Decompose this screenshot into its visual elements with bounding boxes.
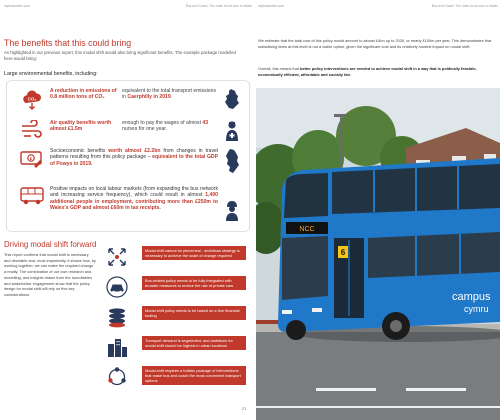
money-icon [20,148,44,170]
intro-paragraph: As highlighted in our previous report, this modal shift would also bring significant benefits. The example package modelled here would bring: [4,50,236,62]
strategy-text-holistic: Modal shift requires a holistic package of interventions that make bus and coach the most convenient transport options [142,366,246,385]
section-title: The benefits that this could bring [4,38,132,48]
bus-route-number: 6 [340,248,346,257]
benefit-desc-air-quality: enough to pay the wages of almost 43 nurses for one year. [122,120,209,133]
worker-icon [224,200,240,222]
cycle-icon [106,366,128,388]
cost-paragraph: We estimate that the total cost of this policy would amount to almost £4bn up to 2030, or nearly £150m per year. This demonstrates that subsidising fares at this level is not a viable option, given the significant cost and its relatively modest impact on modal shift. [258,38,492,49]
benefit-row-emissions [6,88,250,116]
modal-shift-body: This report confirms that modal shift is necessary and desirable and, most importantly, it shows how, by working together, we can make the required change a reality. The combination of our own research and modelling, and insights drawn from the roundtables and stakeholder engagement show that the policy design for modal shift will rely on five key considerations. [4,252,96,297]
benefit-text-socioeconomic: Socioeconomic benefits worth almost £2.2bn from changes in travel patterns resulting from this policy package – equivalent to the total GDP of Powys in 2019. [50,148,218,167]
svg-text:CO₂: CO₂ [27,96,37,102]
bus-brand-sub: cymru [464,304,489,314]
running-head-left: rapleasonline.com [4,4,30,8]
arrows-icon [106,246,128,268]
air-quality-icon [20,120,44,140]
buildings-icon [106,336,128,358]
powys-map-icon [224,148,240,174]
benefit-text-labour: Positive impacts on local labour markets (from expanding the bus network and increasing service frequency), which could result in almost 1,400 additional people in employment, contributing more than £250m to Wales's GDP and almost £60m in tax receipts. [50,186,218,212]
co2-cloud-icon [20,88,44,112]
running-head-right: Bus and Coach: The route to net zero in Wales [185,4,252,8]
nurse-icon [224,120,240,142]
benefit-label-emissions: A reduction in emissions of 0.8 million tons of CO₂ [50,88,117,101]
benefits-box [6,80,250,232]
benefit-label-air-quality: Air quality benefits worth almost £1.5m [50,120,112,133]
strategy-text-urban: Transport demand is segmented, and ambitions for modal shift should be highest in urban locations [142,336,246,350]
bus-photo-illustration [256,88,500,420]
page-number: 27 [242,406,247,411]
running-head-left-right-page: rapleasonline.com [258,4,284,8]
benefit-desc-emissions: equivalent to the total transport emissions in Caerphilly in 2019. [122,88,217,101]
benefit-row-air-quality [6,120,250,144]
coins-icon [106,306,128,328]
car-icon [106,276,128,298]
bus-destination: NCC [299,226,315,233]
modal-shift-title: Driving modal shift forward [4,240,97,249]
wales-map-icon [224,88,240,110]
bus-icon [20,186,46,206]
benefit-row-socioeconomic [6,148,250,180]
environmental-heading: Large environmental benefits, including: [4,71,98,77]
strategy-text-ambitious: Modal shift cannot be piecemeal - ambitious strategy is necessary to achieve the scale of change required [142,246,246,260]
benefit-row-labour [6,186,250,226]
conclusion-paragraph: Overall, this means that better policy interventions are needed to achieve modal shift in a way that is politically feasible, economically efficient, affordable and socially fair. [258,66,477,77]
strategy-text-cars: Bus-related policy needs to be fully integrated with broader measures to reduce the use of private cars [142,276,246,290]
running-head-right-right-page: Bus and Coach: The route to net zero in Wales [431,4,498,8]
svg-text:£: £ [29,155,33,161]
bus-brand: campus [452,291,491,303]
right-page [256,0,500,420]
bus-photo [256,88,500,420]
strategy-text-finance: Modal shift policy needs to be based on a firm financial footing [142,306,246,320]
